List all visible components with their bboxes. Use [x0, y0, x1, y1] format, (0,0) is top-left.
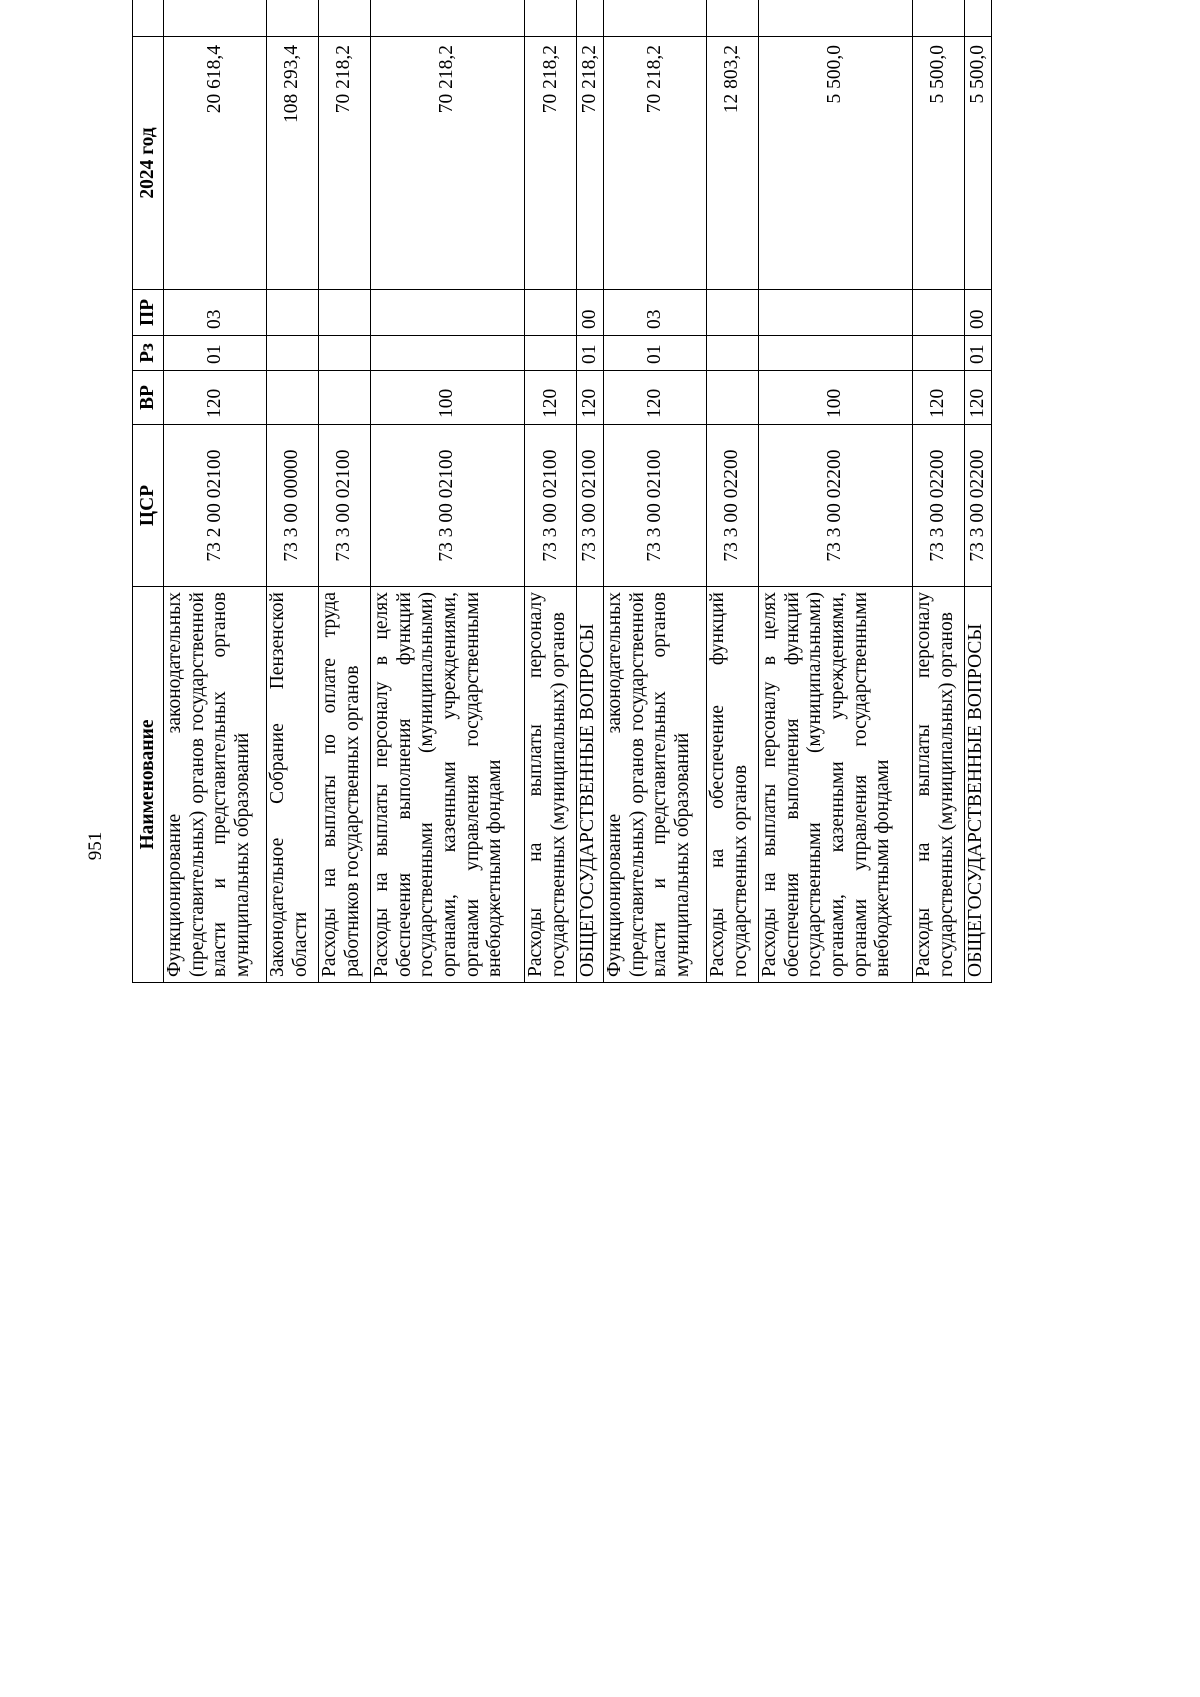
cell-vr: 120: [577, 371, 604, 425]
cell-name: Функционирование законодательных (представительных) органов государственной власти и представительных органов муниципальных образований: [164, 587, 267, 983]
cell-csr: 73 3 00 02200: [759, 425, 913, 587]
cell-vr: 120: [525, 371, 577, 425]
cell-rz: [707, 336, 759, 371]
cell-name: Расходы на обеспечение функций государственных органов: [707, 587, 759, 983]
cell-name: ОБЩЕГОСУДАРСТВЕННЫЕ ВОПРОСЫ: [965, 587, 992, 983]
cell-vr: 120: [913, 371, 965, 425]
header-2024: 2024 год: [133, 37, 164, 290]
cell-name: Расходы на выплаты персоналу государственных (муниципальных) органов: [913, 587, 965, 983]
cell-rz: [267, 336, 319, 371]
cell-rz: [759, 336, 913, 371]
cell-pr: 00: [577, 290, 604, 336]
cell-name: Функционирование законодательных (представительных) органов государственной власти и представительных органов муниципальных образований: [604, 587, 707, 983]
table-row: [707, 0, 759, 983]
header-vr: ВР: [133, 371, 164, 425]
cell-y2025: [913, 0, 965, 37]
cell-csr: 73 3 00 02100: [319, 425, 371, 587]
table-row: [319, 0, 371, 983]
table-row: [759, 0, 913, 983]
cell-y2025: [267, 0, 319, 37]
cell-vr: [707, 371, 759, 425]
cell-rz: [525, 336, 577, 371]
cell-csr: 73 3 00 02200: [707, 425, 759, 587]
cell-pr: [913, 290, 965, 336]
cell-rz: 01: [604, 336, 707, 371]
cell-rz: [371, 336, 525, 371]
table-row: [371, 0, 525, 983]
cell-pr: [759, 290, 913, 336]
header-row: [133, 0, 164, 983]
cell-pr: 03: [164, 290, 267, 336]
cell-vr: 120: [604, 371, 707, 425]
cell-vr: [267, 371, 319, 425]
table-body: [164, 0, 992, 983]
cell-y2025: [577, 0, 604, 37]
cell-csr: 73 3 00 02100: [577, 425, 604, 587]
cell-y2025: [759, 0, 913, 37]
cell-pr: 00: [965, 290, 992, 336]
cell-y2025: [707, 0, 759, 37]
cell-csr: 73 3 00 02100: [604, 425, 707, 587]
cell-name: Расходы на выплаты по оплате труда работников государственных органов: [319, 587, 371, 983]
cell-pr: [707, 290, 759, 336]
cell-y2024: 5 500,0: [913, 37, 965, 290]
cell-name: Расходы на выплаты персоналу в целях обеспечения выполнения функций государственными (муниципальными) органами, казенными учреждениями, органами управления государственными внебюджетными фондами: [371, 587, 525, 983]
cell-csr: 73 3 00 00000: [267, 425, 319, 587]
cell-vr: 100: [371, 371, 525, 425]
cell-name: Законодательное Собрание Пензенской области: [267, 587, 319, 983]
table-row: [525, 0, 577, 983]
cell-y2024: 20 618,4: [164, 37, 267, 290]
cell-y2025: [371, 0, 525, 37]
cell-pr: [525, 290, 577, 336]
cell-y2024: 108 293,4: [267, 37, 319, 290]
table-row: [164, 0, 267, 983]
cell-name: ОБЩЕГОСУДАРСТВЕННЫЕ ВОПРОСЫ: [577, 587, 604, 983]
cell-y2024: 70 218,2: [319, 37, 371, 290]
header-name: Наименование: [133, 587, 164, 983]
table-row: [604, 0, 707, 983]
cell-y2024: 70 218,2: [577, 37, 604, 290]
header-csr: ЦСР: [133, 425, 164, 587]
cell-y2024: 70 218,2: [604, 37, 707, 290]
cell-y2025: [525, 0, 577, 37]
cell-pr: [267, 290, 319, 336]
cell-name: Расходы на выплаты персоналу в целях обеспечения выполнения функций государственными (муниципальными) органами, казенными учреждениями, органами управления государственными внебюджетными фондами: [759, 587, 913, 983]
rotated-table-area: [132, 45, 992, 1579]
cell-pr: [319, 290, 371, 336]
cell-y2025: [604, 0, 707, 37]
cell-y2025: [319, 0, 371, 37]
table-row: [267, 0, 319, 983]
cell-y2025: [164, 0, 267, 37]
cell-csr: 73 2 00 02100: [164, 425, 267, 587]
cell-name: Расходы на выплаты персоналу государственных (муниципальных) органов: [525, 587, 577, 983]
cell-vr: [319, 371, 371, 425]
cell-y2024: 70 218,2: [371, 37, 525, 290]
cell-rz: 01: [164, 336, 267, 371]
header-pr: ПР: [133, 290, 164, 336]
cell-vr: 120: [164, 371, 267, 425]
cell-pr: 03: [604, 290, 707, 336]
budget-table: [132, 0, 992, 983]
cell-y2025: [965, 0, 992, 37]
cell-rz: [913, 336, 965, 371]
cell-y2024: 12 803,2: [707, 37, 759, 290]
cell-pr: [371, 290, 525, 336]
table-header: [133, 0, 164, 983]
cell-rz: [319, 336, 371, 371]
header-rz: Рз: [133, 336, 164, 371]
cell-csr: 73 3 00 02100: [525, 425, 577, 587]
cell-rz: 01: [965, 336, 992, 371]
cell-csr: 73 3 00 02100: [371, 425, 525, 587]
cell-rz: 01: [577, 336, 604, 371]
header-2025: [133, 0, 164, 37]
cell-csr: 73 3 00 02200: [965, 425, 992, 587]
page-number: 951: [85, 831, 106, 861]
cell-y2024: 5 500,0: [759, 37, 913, 290]
cell-vr: 120: [965, 371, 992, 425]
cell-csr: 73 3 00 02200: [913, 425, 965, 587]
table-row: [577, 0, 604, 983]
table-row: [913, 0, 965, 983]
cell-vr: 100: [759, 371, 913, 425]
cell-y2024: 70 218,2: [525, 37, 577, 290]
table-row: [965, 0, 992, 983]
cell-y2024: 5 500,0: [965, 37, 992, 290]
